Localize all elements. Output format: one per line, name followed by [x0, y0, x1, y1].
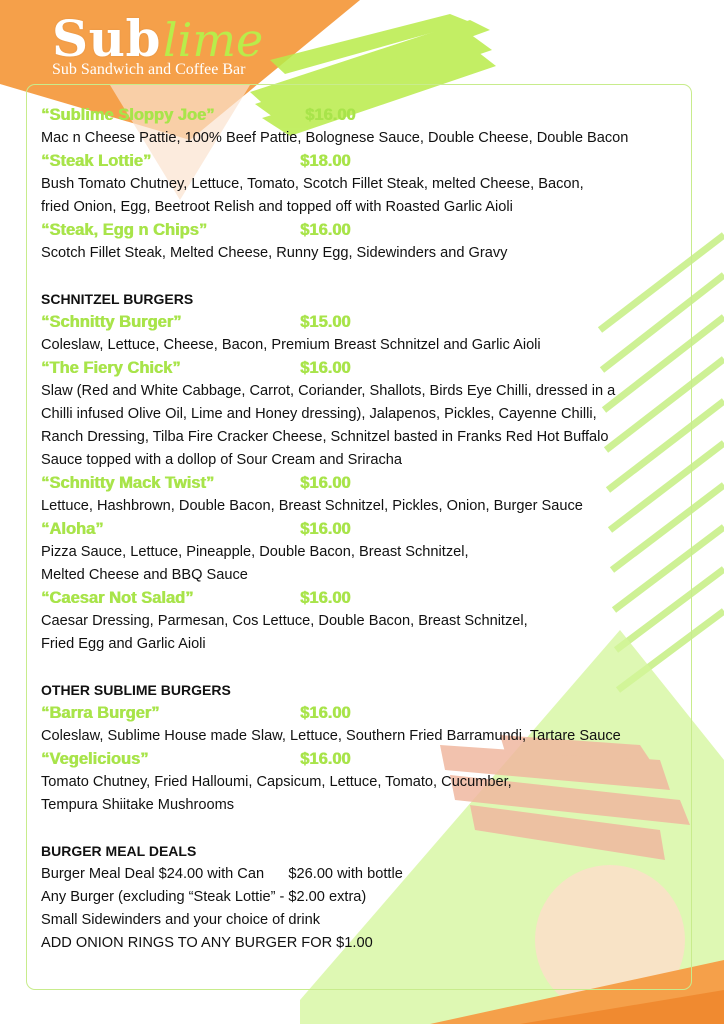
item-name: “Sublime Sloppy Joe”	[41, 106, 215, 124]
section-other-burgers	[41, 679, 701, 817]
item-name: “Aloha”	[41, 520, 104, 538]
item-price: $16.00	[300, 359, 351, 377]
section-title: OTHER SUBLIME BURGERS	[41, 682, 231, 698]
menu-content	[41, 104, 701, 955]
menu-item-header	[41, 518, 701, 541]
item-price: $18.00	[300, 152, 351, 170]
menu-item-header	[41, 150, 701, 173]
logo	[52, 9, 264, 68]
menu-item-header	[41, 702, 701, 725]
logo-accent-text: lime	[162, 13, 264, 67]
item-description: Coleslaw, Sublime House made Slaw, Lettuce, Southern Fried Barramundi, Tartare Sauce	[41, 728, 621, 744]
item-price: $16.00	[300, 704, 351, 722]
item-name: “Vegelicious”	[41, 750, 149, 768]
meal-deal-line: Small Sidewinders and your choice of drink	[41, 912, 321, 928]
item-name: “Schnitty Burger”	[41, 313, 182, 331]
item-price: $16.00	[300, 221, 351, 239]
item-description: Mac n Cheese Pattie, 100% Beef Pattie, Bolognese Sauce, Double Cheese, Double Bacon	[41, 130, 629, 146]
section-signature	[41, 104, 701, 265]
item-name: “Steak Lottie”	[41, 152, 152, 170]
menu-item-header	[41, 311, 701, 334]
item-price: $15.00	[300, 313, 351, 331]
item-description: Bush Tomato Chutney, Lettuce, Tomato, Scotch Fillet Steak, melted Cheese, Bacon,	[41, 176, 584, 192]
item-description: Scotch Fillet Steak, Melted Cheese, Runny Egg, Sidewinders and Gravy	[41, 245, 508, 261]
menu-item-header	[41, 748, 701, 771]
meal-deal-line: ADD ONION RINGS TO ANY BURGER FOR $1.00	[41, 935, 373, 951]
item-price: $16.00	[300, 520, 351, 538]
item-name: “Steak, Egg n Chips”	[41, 221, 207, 239]
menu-item-header	[41, 104, 701, 127]
item-name: “Schnitty Mack Twist”	[41, 474, 214, 492]
item-name: “Barra Burger”	[41, 704, 160, 722]
section-title: BURGER MEAL DEALS	[41, 843, 197, 859]
item-description: Pizza Sauce, Lettuce, Pineapple, Double Bacon, Breast Schnitzel,	[41, 544, 469, 560]
item-description: Coleslaw, Lettuce, Cheese, Bacon, Premium Breast Schnitzel and Garlic Aioli	[41, 337, 541, 353]
item-name: “Caesar Not Salad”	[41, 589, 194, 607]
item-description: Tempura Shiitake Mushrooms	[41, 797, 235, 813]
item-price: $16.00	[300, 750, 351, 768]
menu-item-header	[41, 472, 701, 495]
item-description: Fried Egg and Garlic Aioli	[41, 636, 206, 652]
item-description: fried Onion, Egg, Beetroot Relish and topped off with Roasted Garlic Aioli	[41, 199, 513, 215]
section-title: SCHNITZEL BURGERS	[41, 291, 194, 307]
item-name: “The Fiery Chick”	[41, 359, 181, 377]
meal-deal-line: Any Burger (excluding “Steak Lottie” - $2.00 extra)	[41, 889, 367, 905]
section-schnitzel-burgers	[41, 288, 701, 656]
section-meal-deals	[41, 840, 701, 955]
logo-main-text: Sub	[52, 9, 161, 68]
item-description: Lettuce, Hashbrown, Double Bacon, Breast Schnitzel, Pickles, Onion, Burger Sauce	[41, 498, 583, 514]
item-description: Ranch Dressing, Tilba Fire Cracker Cheese, Schnitzel basted in Franks Red Hot Buffalo	[41, 429, 609, 445]
item-description: Tomato Chutney, Fried Halloumi, Capsicum, Lettuce, Tomato, Cucumber,	[41, 774, 512, 790]
item-description: Caesar Dressing, Parmesan, Cos Lettuce, Double Bacon, Breast Schnitzel,	[41, 613, 528, 629]
item-price: $16.00	[305, 106, 356, 124]
menu-item-header	[41, 587, 701, 610]
item-description: Melted Cheese and BBQ Sauce	[41, 567, 248, 583]
menu-item-header	[41, 357, 701, 380]
meal-deal-line: Burger Meal Deal $24.00 with Can $26.00 with bottle	[41, 866, 403, 882]
menu-item-header	[41, 219, 701, 242]
item-price: $16.00	[300, 589, 351, 607]
item-description: Slaw (Red and White Cabbage, Carrot, Coriander, Shallots, Birds Eye Chilli, dressed in a	[41, 383, 616, 399]
item-description: Sauce topped with a dollop of Sour Cream and Sriracha	[41, 452, 403, 468]
item-description: Chilli infused Olive Oil, Lime and Honey dressing), Jalapenos, Pickles, Cayenne Chilli,	[41, 406, 597, 422]
item-price: $16.00	[300, 474, 351, 492]
logo-tagline: Sub Sandwich and Coffee Bar	[52, 61, 246, 78]
